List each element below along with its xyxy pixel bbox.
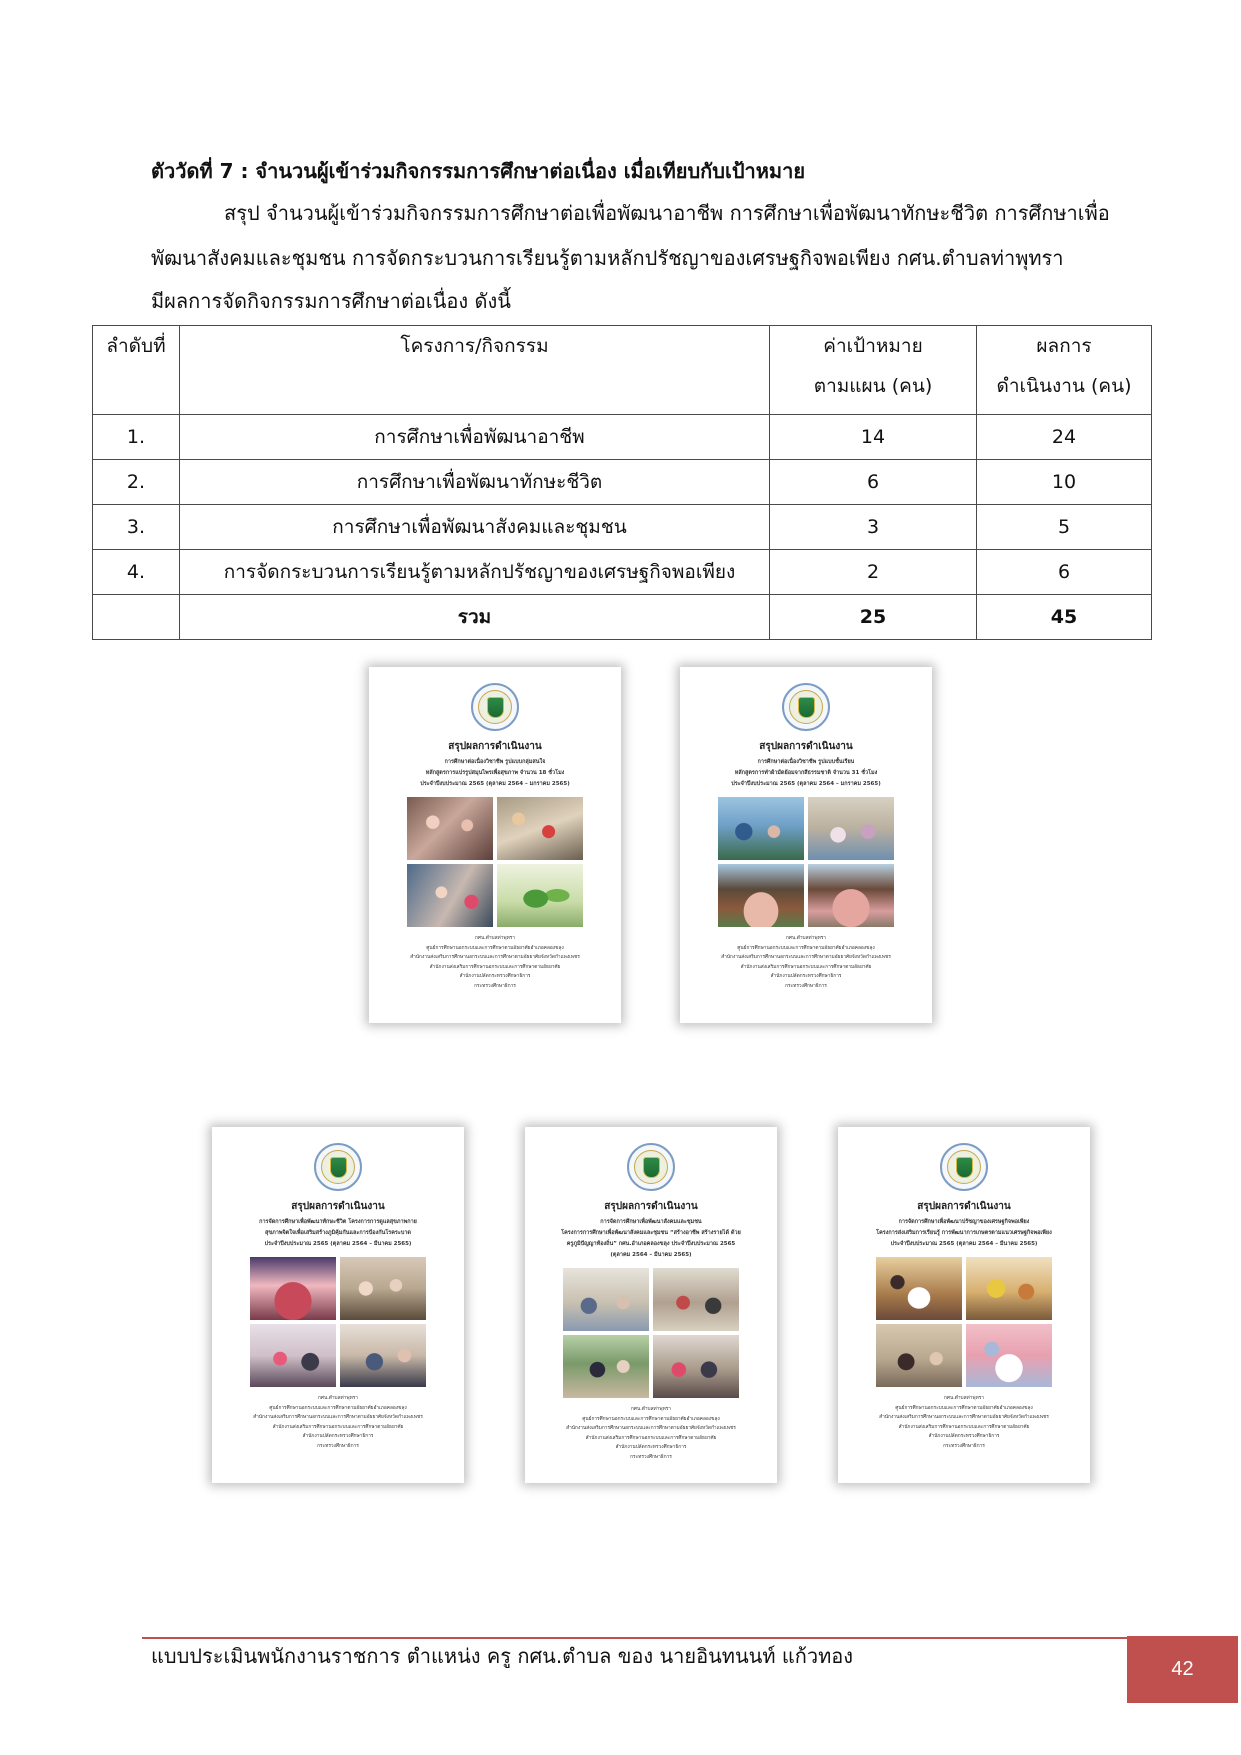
cell-activity: การจัดกระบวนการเรียนรู้ตามหลักปรัชญาของเศรษฐกิจพอเพียง bbox=[180, 550, 770, 595]
cover-footer-line: กศน.ตำบลท่าพุทรา bbox=[786, 936, 826, 941]
activity-photo bbox=[497, 864, 583, 927]
activity-photo bbox=[340, 1324, 426, 1387]
cover-footer-line: สำนักงานส่งเสริมการศึกษานอกระบบและการศึกษาตามอัธยาศัย bbox=[272, 1424, 404, 1430]
header-no: ลำดับที่ bbox=[93, 326, 180, 415]
activity-photo bbox=[966, 1324, 1052, 1387]
cover-subtitle-line: การจัดการศึกษาเพื่อพัฒนาปรัชญาของเศรษฐกิจพอเพียง bbox=[898, 1219, 1030, 1225]
activity-photo bbox=[876, 1257, 962, 1320]
cell-no: 2. bbox=[93, 460, 180, 505]
cover-footer-line: กระทรวงศึกษาธิการ bbox=[943, 1443, 985, 1449]
cell-result: 5 bbox=[977, 505, 1152, 550]
cover-title: สรุปผลการดำเนินงาน bbox=[917, 1201, 1011, 1212]
school-seal-logo bbox=[314, 1143, 362, 1191]
cover-subtitle-line: ประจำปีงบประมาณ 2565 (ตุลาคม 2564 – มกราคม 2565) bbox=[420, 781, 570, 787]
cover-subtitle-line: ครูภูมิปัญญาท้องถิ่น” กศน.อำเภอคลองขลุง ประจำปีงบประมาณ 2565 bbox=[566, 1241, 736, 1247]
summary-paragraph-line-1: สรุป จำนวนผู้เข้าร่วมกิจกรรมการศึกษาต่อเพื่อพัฒนาอาชีพ การศึกษาเพื่อพัฒนาทักษะชีวิต การศึกษาเพื่อ bbox=[224, 201, 1110, 225]
cover-footer-line: กระทรวงศึกษาธิการ bbox=[474, 983, 516, 989]
cover-subtitle-line: การศึกษาต่อเนื่องวิชาชีพ รูปแบบกลุ่มสนใจ bbox=[444, 759, 546, 765]
cover-subtitle-line: สุขภาพจิตใจเพื่อเสริมสร้างภูมิคุ้มกันและการป้องกันโรคระบาด bbox=[265, 1230, 411, 1236]
cover-photo-grid bbox=[718, 797, 894, 927]
cover-footer-line: สำนักงานส่งเสริมการศึกษานอกระบบและการศึกษาตามอัธยาศัยจังหวัดกำแพงเพชร bbox=[721, 955, 891, 960]
cell-target: 3 bbox=[770, 505, 977, 550]
cover-subtitle-line: ประจำปีงบประมาณ 2565 (ตุลาคม 2564 – มีนาคม 2565) bbox=[264, 1241, 412, 1247]
report-cover-2 bbox=[680, 667, 932, 1023]
header-activity: โครงการ/กิจกรรม bbox=[180, 326, 770, 415]
table-total-row bbox=[93, 595, 1152, 640]
school-seal-logo bbox=[627, 1143, 675, 1191]
total-target: 25 bbox=[770, 595, 977, 640]
cover-subtitle-line: โครงการการศึกษาเพื่อพัฒนาสังคมและชุมชน “สร้างอาชีพ สร้างรายได้ ด้วย bbox=[561, 1230, 741, 1236]
cell-result: 10 bbox=[977, 460, 1152, 505]
activity-photo bbox=[497, 797, 583, 860]
cover-title: สรุปผลการดำเนินงาน bbox=[291, 1201, 385, 1212]
table-row bbox=[93, 550, 1152, 595]
total-label: รวม bbox=[180, 595, 770, 640]
activity-photo bbox=[250, 1324, 336, 1387]
cover-footer-line: สำนักงานส่งเสริมการศึกษานอกระบบและการศึกษาตามอัธยาศัย bbox=[429, 964, 561, 970]
cover-title: สรุปผลการดำเนินงาน bbox=[604, 1201, 698, 1212]
activity-results-table bbox=[92, 325, 1152, 640]
cover-footer-line: สำนักงานส่งเสริมการศึกษานอกระบบและการศึกษาตามอัธยาศัย bbox=[585, 1435, 717, 1441]
cover-subtitle-line: โครงการส่งเสริมการเรียนรู้ การพัฒนาการเกษตรตามแนวเศรษฐกิจพอเพียง bbox=[876, 1230, 1052, 1236]
header-target: ค่าเป้าหมาย ตามแผน (คน) bbox=[770, 326, 977, 415]
summary-paragraph-line-3: มีผลการจัดกิจกรรมการศึกษาต่อเนื่อง ดังนี้ bbox=[151, 289, 511, 313]
activity-photo bbox=[407, 797, 493, 860]
school-seal-logo bbox=[471, 683, 519, 731]
cover-subtitle-line: (ตุลาคม 2564 – มีนาคม 2565) bbox=[610, 1252, 692, 1258]
indicator-heading: ตัววัดที่ 7 : จำนวนผู้เข้าร่วมกิจกรรมการศึกษาต่อเนื่อง เมื่อเทียบกับเป้าหมาย bbox=[151, 159, 806, 183]
report-cover-3 bbox=[212, 1127, 464, 1483]
cover-footer-line: สำนักงานส่งเสริมการศึกษานอกระบบและการศึกษาตามอัธยาศัย bbox=[898, 1424, 1030, 1430]
cover-footer-line: สำนักงานปลัดกระทรวงศึกษาธิการ bbox=[928, 1434, 1000, 1439]
table-row bbox=[93, 505, 1152, 550]
school-seal-logo bbox=[782, 683, 830, 731]
report-cover-1 bbox=[369, 667, 621, 1023]
cover-subtitle-line: การจัดการศึกษาเพื่อพัฒนาทักษะชีวิต โครงการการดูแลสุขภาพกาย bbox=[259, 1219, 417, 1225]
cover-photo-grid bbox=[876, 1257, 1052, 1387]
activity-photo bbox=[250, 1257, 336, 1320]
cover-subtitle-line: การศึกษาต่อเนื่องวิชาชีพ รูปแบบชั้นเรียน bbox=[757, 759, 855, 765]
report-cover-4 bbox=[525, 1127, 777, 1483]
cover-footer-line: ศูนย์การศึกษานอกระบบและการศึกษาตามอัธยาศัยอำเภอคลองขลุง bbox=[737, 945, 875, 951]
cover-subtitle-line: การจัดการศึกษาเพื่อพัฒนาสังคมและชุมชน bbox=[600, 1219, 702, 1225]
summary-paragraph-line-2: พัฒนาสังคมและชุมชน การจัดกระบวนการเรียนรู้ตามหลักปรัชญาของเศรษฐกิจพอเพียง กศน.ตำบลท่าพุทรา bbox=[151, 246, 1064, 270]
page-number: 42 bbox=[1171, 1658, 1194, 1680]
activity-photo bbox=[718, 797, 804, 860]
cell-no: 4. bbox=[93, 550, 180, 595]
activity-photo bbox=[407, 864, 493, 927]
cell-activity: การศึกษาเพื่อพัฒนาอาชีพ bbox=[180, 415, 770, 460]
activity-photo bbox=[876, 1324, 962, 1387]
cover-footer-line: สำนักงานปลัดกระทรวงศึกษาธิการ bbox=[770, 974, 842, 979]
activity-photo bbox=[563, 1268, 649, 1331]
cover-subtitle-line: ประจำปีงบประมาณ 2565 (ตุลาคม 2564 – มกราคม 2565) bbox=[731, 781, 881, 787]
cover-footer-line: สำนักงานปลัดกระทรวงศึกษาธิการ bbox=[459, 974, 531, 979]
cover-footer-line: กระทรวงศึกษาธิการ bbox=[785, 983, 827, 989]
cover-footer-line: ศูนย์การศึกษานอกระบบและการศึกษาตามอัธยาศัยอำเภอคลองขลุง bbox=[895, 1405, 1033, 1411]
cell-activity: การศึกษาเพื่อพัฒนาทักษะชีวิต bbox=[180, 460, 770, 505]
cover-footer-line: สำนักงานปลัดกระทรวงศึกษาธิการ bbox=[615, 1445, 687, 1450]
cover-subtitle-line: หลักสูตรการทำผ้ามัดย้อมจากสีธรรมชาติ จำนวน 31 ชั่วโมง bbox=[734, 770, 878, 776]
cell-activity: การศึกษาเพื่อพัฒนาสังคมและชุมชน bbox=[180, 505, 770, 550]
cell-result: 24 bbox=[977, 415, 1152, 460]
cover-photo-grid bbox=[250, 1257, 426, 1387]
activity-photo bbox=[718, 864, 804, 927]
header-result: ผลการ ดำเนินงาน (คน) bbox=[977, 326, 1152, 415]
cover-footer-line: สำนักงานส่งเสริมการศึกษานอกระบบและการศึกษาตามอัธยาศัยจังหวัดกำแพงเพชร bbox=[253, 1415, 423, 1420]
cover-footer-line: สำนักงานส่งเสริมการศึกษานอกระบบและการศึกษาตามอัธยาศัยจังหวัดกำแพงเพชร bbox=[566, 1426, 736, 1431]
total-result: 45 bbox=[977, 595, 1152, 640]
activity-photo bbox=[653, 1335, 739, 1398]
cell-no bbox=[93, 595, 180, 640]
activity-photo bbox=[653, 1268, 739, 1331]
page-number-box bbox=[1127, 1636, 1238, 1703]
cover-footer-line: กระทรวงศึกษาธิการ bbox=[317, 1443, 359, 1449]
cover-footer-line: สำนักงานปลัดกระทรวงศึกษาธิการ bbox=[302, 1434, 374, 1439]
cover-subtitle-line: ประจำปีงบประมาณ 2565 (ตุลาคม 2564 – มีนาคม 2565) bbox=[890, 1241, 1038, 1247]
cover-title: สรุปผลการดำเนินงาน bbox=[448, 741, 542, 752]
table-header-row bbox=[93, 326, 1152, 415]
cell-no: 3. bbox=[93, 505, 180, 550]
cover-footer-line: ศูนย์การศึกษานอกระบบและการศึกษาตามอัธยาศัยอำเภอคลองขลุง bbox=[582, 1416, 720, 1422]
cell-target: 2 bbox=[770, 550, 977, 595]
cover-subtitle-line: หลักสูตรการแปรรูปสมุนไพรเพื่อสุขภาพ จำนวน 18 ชั่วโมง bbox=[425, 770, 565, 776]
activity-photo bbox=[808, 797, 894, 860]
cover-footer-line: สำนักงานส่งเสริมการศึกษานอกระบบและการศึกษาตามอัธยาศัยจังหวัดกำแพงเพชร bbox=[879, 1415, 1049, 1420]
activity-photo bbox=[808, 864, 894, 927]
footer-divider bbox=[142, 1637, 1127, 1639]
cover-footer-line: ศูนย์การศึกษานอกระบบและการศึกษาตามอัธยาศัยอำเภอคลองขลุง bbox=[426, 945, 564, 951]
footer-text: แบบประเมินพนักงานราชการ ตำแหน่ง ครู กศน.ตำบล ของ นายอินทนนท์ แก้วทอง bbox=[151, 1644, 854, 1668]
report-cover-5 bbox=[838, 1127, 1090, 1483]
activity-photo bbox=[966, 1257, 1052, 1320]
cell-result: 6 bbox=[977, 550, 1152, 595]
cover-footer-line: กศน.ตำบลท่าพุทรา bbox=[631, 1407, 671, 1412]
cover-title: สรุปผลการดำเนินงาน bbox=[759, 741, 853, 752]
cover-footer-line: สำนักงานส่งเสริมการศึกษานอกระบบและการศึกษาตามอัธยาศัยจังหวัดกำแพงเพชร bbox=[410, 955, 580, 960]
cover-footer-line: สำนักงานส่งเสริมการศึกษานอกระบบและการศึกษาตามอัธยาศัย bbox=[740, 964, 872, 970]
cell-no: 1. bbox=[93, 415, 180, 460]
activity-photo bbox=[563, 1335, 649, 1398]
cell-target: 14 bbox=[770, 415, 977, 460]
cover-photo-grid bbox=[563, 1268, 739, 1398]
school-seal-logo bbox=[940, 1143, 988, 1191]
cover-footer-line: กศน.ตำบลท่าพุทรา bbox=[944, 1396, 984, 1401]
cell-target: 6 bbox=[770, 460, 977, 505]
activity-photo bbox=[340, 1257, 426, 1320]
table-row bbox=[93, 415, 1152, 460]
cover-footer-line: กระทรวงศึกษาธิการ bbox=[630, 1454, 672, 1460]
table-row bbox=[93, 460, 1152, 505]
cover-footer-line: กศน.ตำบลท่าพุทรา bbox=[318, 1396, 358, 1401]
cover-photo-grid bbox=[407, 797, 583, 927]
cover-footer-line: ศูนย์การศึกษานอกระบบและการศึกษาตามอัธยาศัยอำเภอคลองขลุง bbox=[269, 1405, 407, 1411]
cover-footer-line: กศน.ตำบลท่าพุทรา bbox=[475, 936, 515, 941]
